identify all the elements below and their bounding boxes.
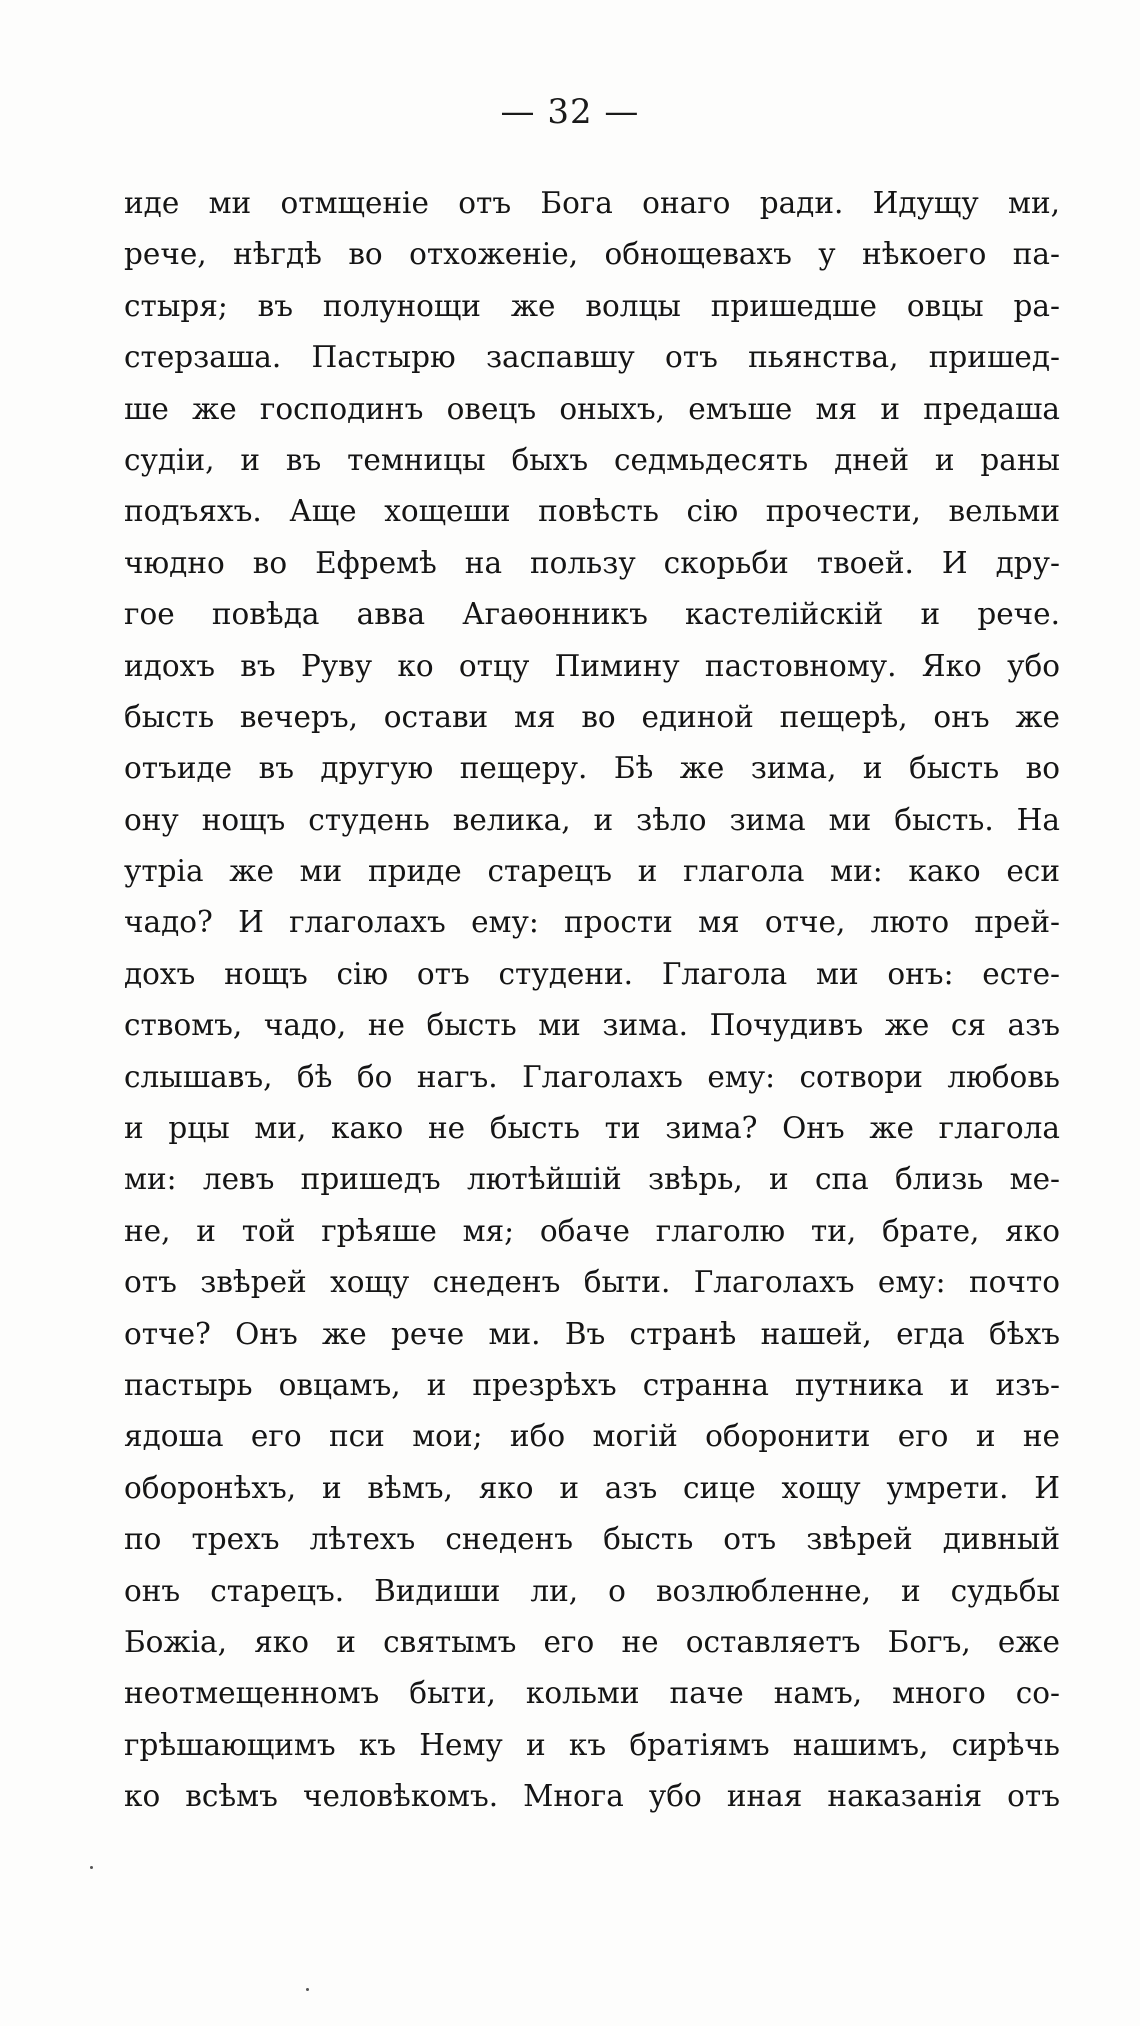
text-line: ми: левъ пришедъ лютѣйшій звѣрь, и спа близь ме-	[124, 1162, 1060, 1197]
text-line: ше же господинъ овецъ оныхъ, емъше мя и предаша	[124, 391, 1060, 426]
text-line: ядоша его пси мои; ибо могій оборонити его и не	[124, 1419, 1060, 1454]
text-line: подъяхъ. Аще хощеши повѣсть сію прочести, вельми	[124, 494, 1060, 529]
text-line: слышавъ, бѣ бо нагъ. Глаголахъ ему: сотвори любовь	[124, 1059, 1060, 1094]
text-line: отъиде въ другую пещеру. Бѣ же зима, и бысть во	[124, 751, 1060, 786]
text-line: грѣшающимъ къ Нему и къ братіямъ нашимъ, сирѣчь	[124, 1727, 1060, 1762]
scan-speck	[306, 1988, 309, 1991]
text-line: чюдно во Ефремѣ на пользу скорьби твоей. И дру-	[124, 545, 1060, 580]
body-text	[124, 178, 1060, 1823]
text-line: гое повѣда авва Агаѳонникъ кастелійскій и рече.	[124, 597, 1060, 632]
text-line: отче? Онъ же рече ми. Въ странѣ нашей, егда бѣхъ	[124, 1316, 1060, 1351]
text-line: и рцы ми, како не бысть ти зима? Онъ же глагола	[124, 1111, 1060, 1146]
text-line: судіи, и въ темницы быхъ седмьдесять дней и раны	[124, 442, 1060, 477]
text-line: рече, нѣгдѣ во отхоженіе, обнощевахъ у нѣкоего па-	[124, 237, 1060, 272]
text-line: пастырь овцамъ, и презрѣхъ странна путника и изъ-	[124, 1367, 1060, 1402]
text-line: по трехъ лѣтехъ снеденъ бысть отъ звѣрей дивный	[124, 1522, 1060, 1557]
text-line: неотмещенномъ быти, кольми паче намъ, много со-	[124, 1676, 1060, 1711]
text-line: Божіа, яко и святымъ его не оставляетъ Богъ, еже	[124, 1624, 1060, 1659]
text-line: иде ми отмщеніе отъ Бога онаго ради. Идущу ми,	[124, 186, 1060, 220]
text-line: ствомъ, чадо, не бысть ми зима. Почудивъ же ся азъ	[124, 1008, 1060, 1043]
text-line: ко всѣмъ человѣкомъ. Многа убо иная наказанія отъ	[124, 1779, 1060, 1814]
text-line: онъ старецъ. Видиши ли, о возлюбленне, и судьбы	[124, 1573, 1060, 1608]
text-line: ону нощъ студень велика, и зѣло зима ми бысть. На	[124, 802, 1060, 837]
page-number: — 32 —	[500, 92, 640, 132]
text-line: стыря; въ полунощи же волцы пришедше овцы ра-	[124, 288, 1060, 323]
text-line: чадо? И глаголахъ ему: прости мя отче, люто прей-	[124, 905, 1060, 940]
text-line: оборонѣхъ, и вѣмъ, яко и азъ сице хощу умрети. И	[124, 1470, 1060, 1505]
text-line: не, и той грѣяше мя; обаче глаголю ти, брате, яко	[124, 1213, 1060, 1248]
scan-speck	[90, 1866, 93, 1869]
text-line: дохъ нощъ сію отъ студени. Глагола ми онъ: есте-	[124, 956, 1060, 991]
text-line: бысть вечеръ, остави мя во единой пещерѣ, онъ же	[124, 699, 1060, 734]
text-line: отъ звѣрей хощу снеденъ быти. Глаголахъ ему: почто	[124, 1265, 1060, 1300]
text-line: утріа же ми приде старецъ и глагола ми: како еси	[124, 854, 1060, 889]
text-line: стерзаша. Пастырю заспавшу отъ пьянства, пришед-	[124, 340, 1060, 375]
text-line: идохъ въ Руву ко отцу Пимину пастовному. Яко убо	[124, 648, 1060, 683]
